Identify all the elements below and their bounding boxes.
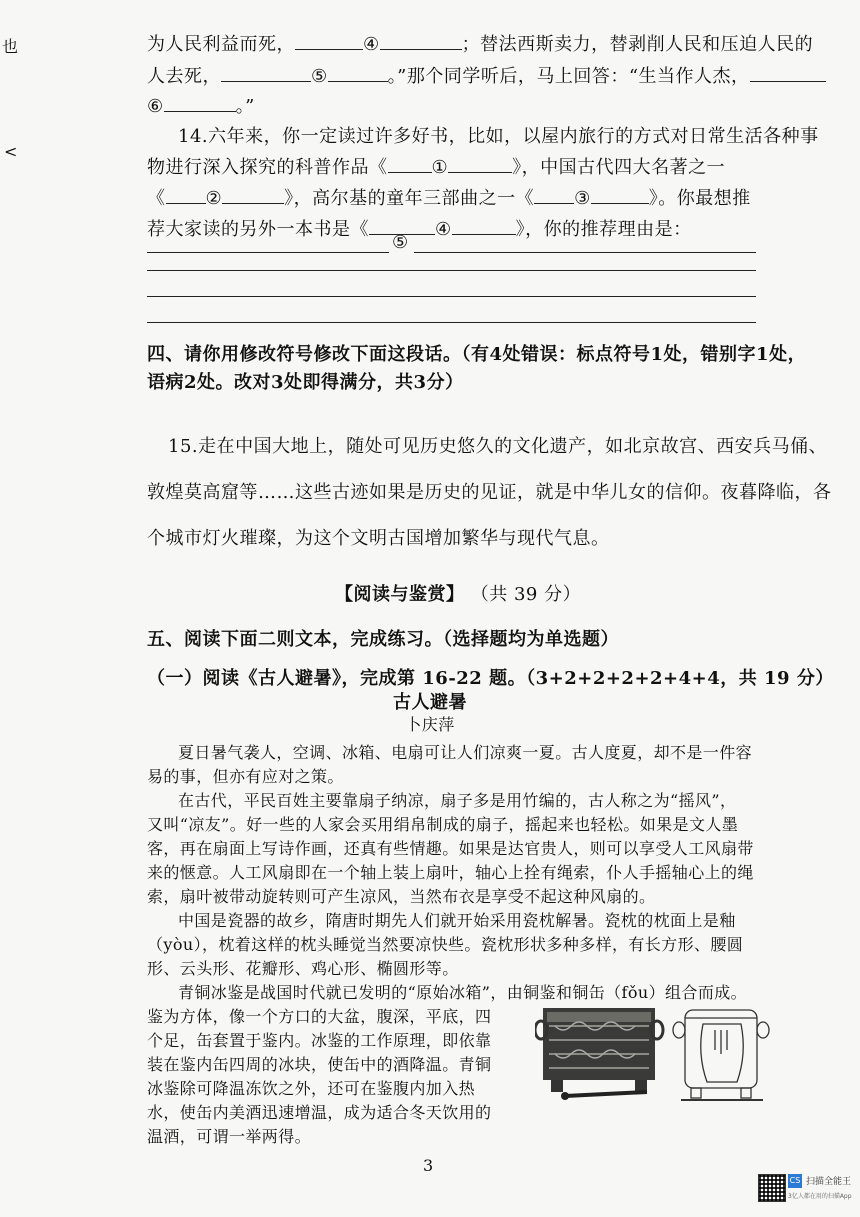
watermark-name: 扫描全能王 — [806, 1177, 852, 1187]
q14-line-2 — [147, 153, 725, 179]
article-p2-line-3: 客，再在扇面上写诗作画，还真有些情趣。如果是达官贵人，则可以享受人工风扇带 — [147, 839, 754, 858]
bronze-vessel-image — [535, 1008, 663, 1100]
answer-blank — [222, 189, 284, 204]
blank-number: ⑤ — [311, 66, 328, 87]
camscanner-logo-icon: CS — [788, 1174, 802, 1188]
answer-line — [414, 252, 756, 253]
reading-section-header — [335, 580, 581, 606]
blank-number: ④ — [435, 219, 452, 240]
answer-blank — [591, 189, 649, 204]
answer-blank — [452, 220, 516, 235]
blank-number: ② — [205, 188, 223, 209]
q14-text: 》，你的推荐理由是： — [515, 219, 692, 240]
q13-text: 。”那个同学听后，马上回答：“生当作人杰， — [387, 66, 750, 87]
q14-line-3 — [147, 184, 751, 210]
answer-blank — [448, 158, 512, 173]
blank-number: ① — [431, 157, 449, 178]
article-p2-line-5: 索，扇叶被带动旋转则可产生凉风，当然布衣是享受不起这种风扇的。 — [147, 887, 656, 906]
watermark-tagline: 3亿人都在用的扫描App — [788, 1193, 852, 1200]
section5-title: 五、阅读下面二则文本，完成练习。（选择题均为单选题） — [147, 629, 619, 650]
answer-blank — [388, 158, 432, 173]
q13-text: 人去死， — [147, 66, 221, 87]
answer-blank — [380, 35, 462, 50]
answer-blank — [328, 67, 388, 82]
ice-jar-cross-section-image — [673, 1010, 769, 1100]
page-number: 3 — [423, 1156, 434, 1175]
answer-blank — [221, 67, 311, 82]
article-p4-line-3: 个足，缶套置于鉴内。冰鉴的工作原理，即依靠 — [147, 1031, 492, 1050]
section4-line-1: 四、请你用修改符号修改下面这段话。（有4处错误：标点符号1处，错别字1处， — [147, 344, 807, 365]
q14-text: 》，中国古代四大名著之一 — [512, 157, 726, 178]
answer-blank — [295, 35, 363, 50]
q13-line-2 — [147, 62, 826, 88]
reading-title: 【阅读与鉴赏】 — [335, 584, 465, 605]
article-p4-line-4: 装在鉴内缶四周的冰块，使缶中的酒降温。青铜 — [147, 1055, 492, 1074]
q13-text: ；替法西斯卖力，替剥削人民和压迫人民的 — [461, 34, 814, 55]
article-author: 卜庆萍 — [405, 715, 455, 734]
blank-number: ⑤ — [392, 232, 409, 253]
article-p3-line-1: 中国是瓷器的故乡，隋唐时期先人们就开始采用瓷枕解暑。瓷枕的枕面上是釉 — [178, 911, 736, 930]
q14-text: 物进行深入探究的科普作品《 — [147, 157, 388, 178]
margin-mark-1: 也 — [2, 37, 19, 56]
q13-line-3 — [147, 92, 255, 118]
answer-blank — [534, 189, 574, 204]
article-p4-line-6: 水，使缶内美酒迅速增温，成为适合冬天饮用的 — [147, 1103, 492, 1122]
answer-blank — [166, 189, 206, 204]
bronze-ice-jar-illustration — [535, 1000, 771, 1108]
article-p4-line-5: 冰鉴除可降温冻饮之外，还可在鉴腹内加入热 — [147, 1079, 476, 1098]
article-p4-line-7: 温酒，可谓一举两得。 — [147, 1127, 312, 1146]
article-p4-line-2: 鉴为方体，像一个方口的大盆，腹深，平底，四 — [147, 1007, 492, 1026]
q15-line-3: 个城市灯火璀璨，为这个文明古国增加繁华与现代气息。 — [147, 528, 610, 549]
q15-line-1: 15.走在中国大地上，随处可见历史悠久的文化遗产，如北京故宫、西安兵马俑、 — [168, 436, 828, 457]
margin-mark-2: < — [4, 142, 18, 161]
q15-line-2: 敦煌莫高窟等……这些古迹如果是历史的见证，就是中华儿女的信仰。夜暮降临，各 — [147, 482, 832, 503]
article-p1-line-2: 易的事，但亦有应对之策。 — [147, 767, 344, 786]
section4-line-2: 语病2处。改对3处即得满分，共3分） — [147, 372, 464, 393]
q14-text: 》，高尔基的童年三部曲之一《 — [284, 188, 535, 209]
q14-text: 《 — [147, 188, 166, 209]
q13-text: 。” — [235, 96, 255, 117]
q14-text: 荐大家读的另外一本书是《 — [147, 219, 369, 240]
blank-number: ⑥ — [147, 96, 164, 117]
blank-number: ④ — [363, 34, 380, 55]
q14-line-4 — [147, 215, 692, 241]
section5-subtitle: （一）阅读《古人避暑》，完成第 16-22 题。（3+2+2+2+2+4+4，共 19 分） — [147, 668, 834, 689]
article-p2-line-2: 又叫“凉友”。好一些的人家会买用绢帛制成的扇子，摇起来也轻松。如果是文人墨 — [147, 815, 739, 834]
article-p3-line-3: 形、云头形、花瓣形、鸡心形、椭圆形等。 — [147, 959, 459, 978]
article-p4-line-1: 青铜冰鉴是战国时代就已发明的“原始冰箱”，由铜鉴和铜缶（fǒu）组合而成。 — [178, 983, 748, 1002]
answer-line — [147, 296, 756, 297]
article-p2-line-4: 来的惬意。人工风扇即在一个轴上装上扇叶，轴心上拴有绳索，仆人手摇轴心上的绳 — [147, 863, 754, 882]
article-title: 古人避暑 — [393, 692, 467, 713]
article-p2-line-1: 在古代，平民百姓主要靠扇子纳凉，扇子多是用竹编的，古人称之为“摇风”， — [178, 791, 737, 810]
q13-text: 为人民利益而死， — [147, 34, 295, 55]
answer-blank — [750, 67, 826, 82]
reading-score: （共 39 分） — [470, 584, 582, 605]
blank-number: ③ — [574, 188, 591, 209]
answer-line — [147, 252, 389, 253]
q14-text: 》。你最想推 — [648, 188, 751, 209]
answer-line — [147, 322, 756, 323]
answer-blank — [164, 97, 236, 112]
q13-line-1 — [147, 30, 813, 56]
qr-code-icon — [758, 1174, 786, 1202]
article-p1-line-1: 夏日暑气袭人，空调、冰箱、电扇可让人们凉爽一夏。古人度夏，却不是一件容 — [178, 743, 753, 762]
answer-line — [147, 270, 756, 271]
article-p3-line-2: （yòu），枕着这样的枕头睡觉当然要凉快些。瓷枕形状多种多样，有长方形、腰圆 — [147, 935, 744, 954]
q14-line-1: 14.六年来，你一定读过许多好书，比如，以屋内旅行的方式对日常生活各种事 — [178, 126, 819, 147]
